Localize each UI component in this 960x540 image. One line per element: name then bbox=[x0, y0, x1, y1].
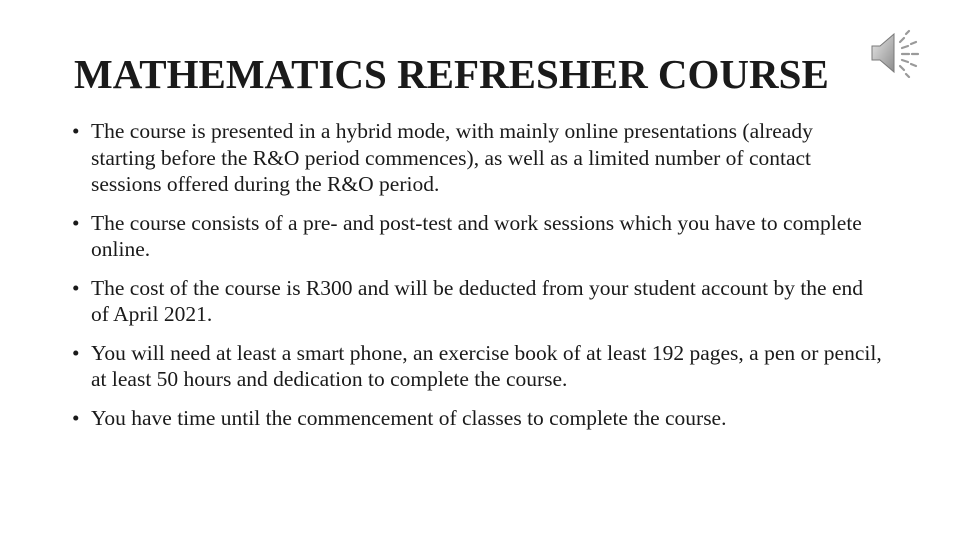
bullet-text: The course consists of a pre- and post-test and work sessions which you have to complete online. bbox=[91, 210, 862, 261]
bullet-item bbox=[72, 210, 882, 263]
bullet-dot: • bbox=[72, 405, 80, 430]
bullet-text: You have time until the commencement of classes to complete the course. bbox=[91, 405, 727, 430]
bullet-text: You will need at least a smart phone, an exercise book of at least 192 pages, a pen or pencil, at least 50 hours and dedication to complete the course. bbox=[91, 340, 882, 391]
bullet-item bbox=[72, 405, 882, 432]
bullet-dot: • bbox=[72, 275, 80, 300]
slide-title: MATHEMATICS REFRESHER COURSE bbox=[74, 51, 829, 97]
bullet-dot: • bbox=[72, 210, 80, 235]
speaker-audio-icon[interactable] bbox=[868, 28, 920, 78]
bullet-item bbox=[72, 340, 882, 393]
bullet-item bbox=[72, 118, 882, 198]
bullet-text: The cost of the course is R300 and will be deducted from your student account by the end of April 2021. bbox=[91, 275, 864, 326]
bullet-item bbox=[72, 275, 882, 328]
bullet-text: The course is presented in a hybrid mode, with mainly online presentations (already starting before the R&O period commences), as well as a limited number of contact sessions offered during the R&O period. bbox=[91, 119, 813, 196]
bullet-list bbox=[72, 118, 882, 443]
bullet-dot: • bbox=[72, 340, 80, 365]
bullet-dot: • bbox=[72, 119, 80, 143]
